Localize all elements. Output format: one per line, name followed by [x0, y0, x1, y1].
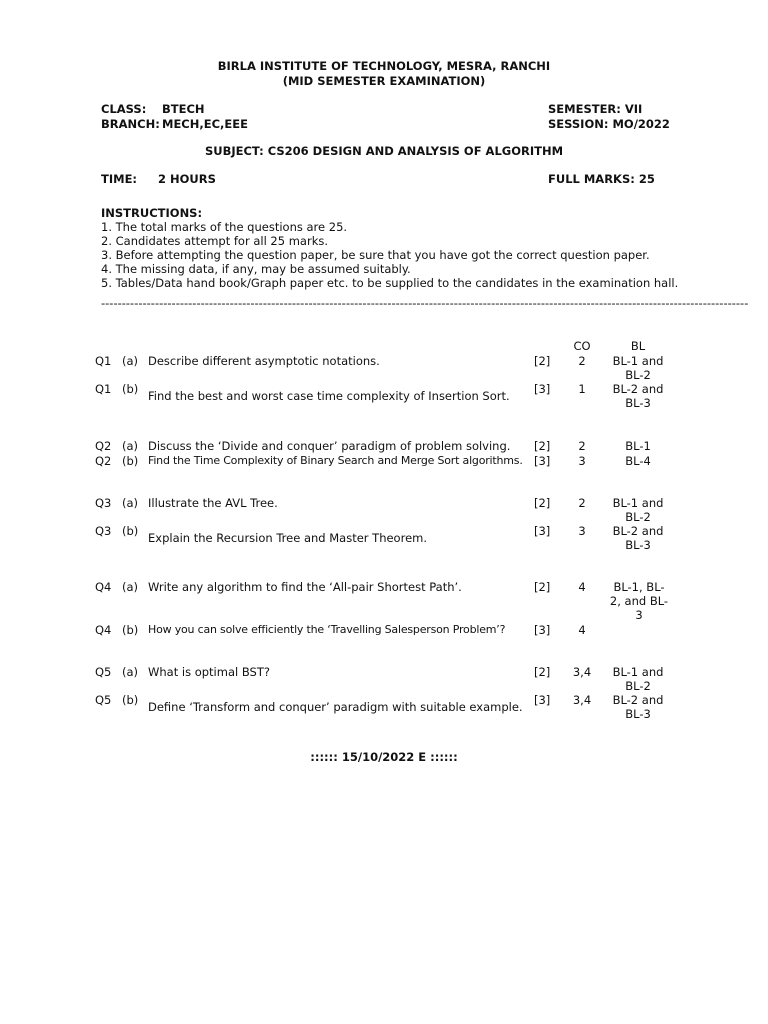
question-co: 3	[578, 524, 586, 538]
question-number: Q4	[95, 623, 112, 637]
question-text: Find the Time Complexity of Binary Search and Merge Sort algorithms.	[148, 454, 523, 467]
time-value: 2 HOURS	[158, 172, 216, 186]
question-bl: BL-2 and BL-3	[612, 524, 664, 552]
question-marks: [2]	[534, 665, 551, 679]
divider-line: ------------------------------------------------------------------------------------------------------------------------------------------------------------	[101, 296, 749, 310]
question-part: (b)	[122, 693, 139, 707]
question-co: 4	[578, 623, 586, 637]
question-text: Describe different asymptotic notations.	[148, 354, 380, 368]
instructions-heading: INSTRUCTIONS:	[101, 206, 203, 220]
question-text: Write any algorithm to find the ‘All-pair Shortest Path’.	[148, 580, 462, 594]
question-number: Q2	[95, 454, 112, 468]
instruction-item: 4. The missing data, if any, may be assumed suitably.	[101, 262, 411, 276]
question-number: Q3	[95, 496, 112, 510]
question-number: Q1	[95, 382, 112, 396]
institute-title: BIRLA INSTITUTE OF TECHNOLOGY, MESRA, RANCHI	[217, 59, 551, 73]
question-part: (a)	[122, 354, 139, 368]
question-marks: [2]	[534, 439, 551, 453]
question-co: 1	[578, 382, 586, 396]
question-marks: [3]	[534, 693, 551, 707]
question-number: Q2	[95, 439, 112, 453]
question-part: (b)	[122, 454, 139, 468]
question-text: Find the best and worst case time complexity of Insertion Sort.	[148, 389, 510, 403]
time-label: TIME:	[101, 172, 138, 186]
question-bl: BL-1 and BL-2	[612, 496, 664, 524]
question-marks: [2]	[534, 354, 551, 368]
subject: SUBJECT: CS206 DESIGN AND ANALYSIS OF ALGORITHM	[204, 144, 564, 158]
branch-value: MECH,EC,EEE	[162, 117, 248, 131]
exam-title: (MID SEMESTER EXAMINATION)	[282, 74, 486, 88]
question-part: (a)	[122, 665, 139, 679]
question-marks: [2]	[534, 496, 551, 510]
instruction-item: 5. Tables/Data hand book/Graph paper etc. to be supplied to the candidates in the examination hall.	[101, 276, 679, 290]
question-marks: [3]	[534, 454, 551, 468]
question-marks: [3]	[534, 524, 551, 538]
semester: SEMESTER: VII	[548, 102, 643, 116]
question-bl: BL-2 and BL-3	[612, 693, 664, 721]
class-value: BTECH	[162, 102, 205, 116]
question-part: (b)	[122, 623, 139, 637]
question-bl: BL-1	[625, 439, 651, 453]
instruction-item: 1. The total marks of the questions are 25.	[101, 220, 348, 234]
question-number: Q3	[95, 524, 112, 538]
question-part: (b)	[122, 524, 139, 538]
full-marks: FULL MARKS: 25	[548, 172, 655, 186]
question-number: Q5	[95, 665, 112, 679]
question-number: Q5	[95, 693, 112, 707]
question-co: 2	[578, 354, 586, 368]
question-text: What is optimal BST?	[148, 665, 270, 679]
class-label: CLASS:	[101, 102, 147, 116]
question-text: Illustrate the AVL Tree.	[148, 496, 278, 510]
question-co: 3,4	[572, 665, 592, 679]
question-text: How you can solve efficiently the ‘Travelling Salesperson Problem’?	[148, 623, 506, 636]
question-bl: BL-2 and BL-3	[612, 382, 664, 410]
question-bl: BL-1, BL-2, and BL-3	[609, 580, 669, 622]
branch-label: BRANCH:	[101, 117, 160, 131]
question-text: Explain the Recursion Tree and Master Theorem.	[148, 531, 428, 545]
question-bl: BL-1 and BL-2	[612, 354, 664, 382]
instruction-item: 2. Candidates attempt for all 25 marks.	[101, 234, 329, 248]
question-number: Q4	[95, 580, 112, 594]
bl-column-header: BL	[630, 339, 646, 353]
question-part: (b)	[122, 382, 139, 396]
question-co: 3,4	[572, 693, 592, 707]
question-marks: [3]	[534, 382, 551, 396]
question-text: Define ‘Transform and conquer’ paradigm with suitable example.	[148, 700, 523, 714]
question-text: Discuss the ‘Divide and conquer’ paradigm of problem solving.	[148, 439, 511, 453]
question-marks: [2]	[534, 580, 551, 594]
question-co: 2	[578, 439, 586, 453]
footer-date: :::::: 15/10/2022 E ::::::	[310, 750, 458, 764]
co-column-header: CO	[573, 339, 591, 353]
question-part: (a)	[122, 580, 139, 594]
question-number: Q1	[95, 354, 112, 368]
question-co: 4	[578, 580, 586, 594]
session: SESSION: MO/2022	[548, 117, 670, 131]
question-bl: BL-1 and BL-2	[612, 665, 664, 693]
question-part: (a)	[122, 496, 139, 510]
question-marks: [3]	[534, 623, 551, 637]
question-co: 2	[578, 496, 586, 510]
instruction-item: 3. Before attempting the question paper, be sure that you have got the correct question paper.	[101, 248, 650, 262]
question-bl: BL-4	[625, 454, 651, 468]
question-part: (a)	[122, 439, 139, 453]
question-co: 3	[578, 454, 586, 468]
